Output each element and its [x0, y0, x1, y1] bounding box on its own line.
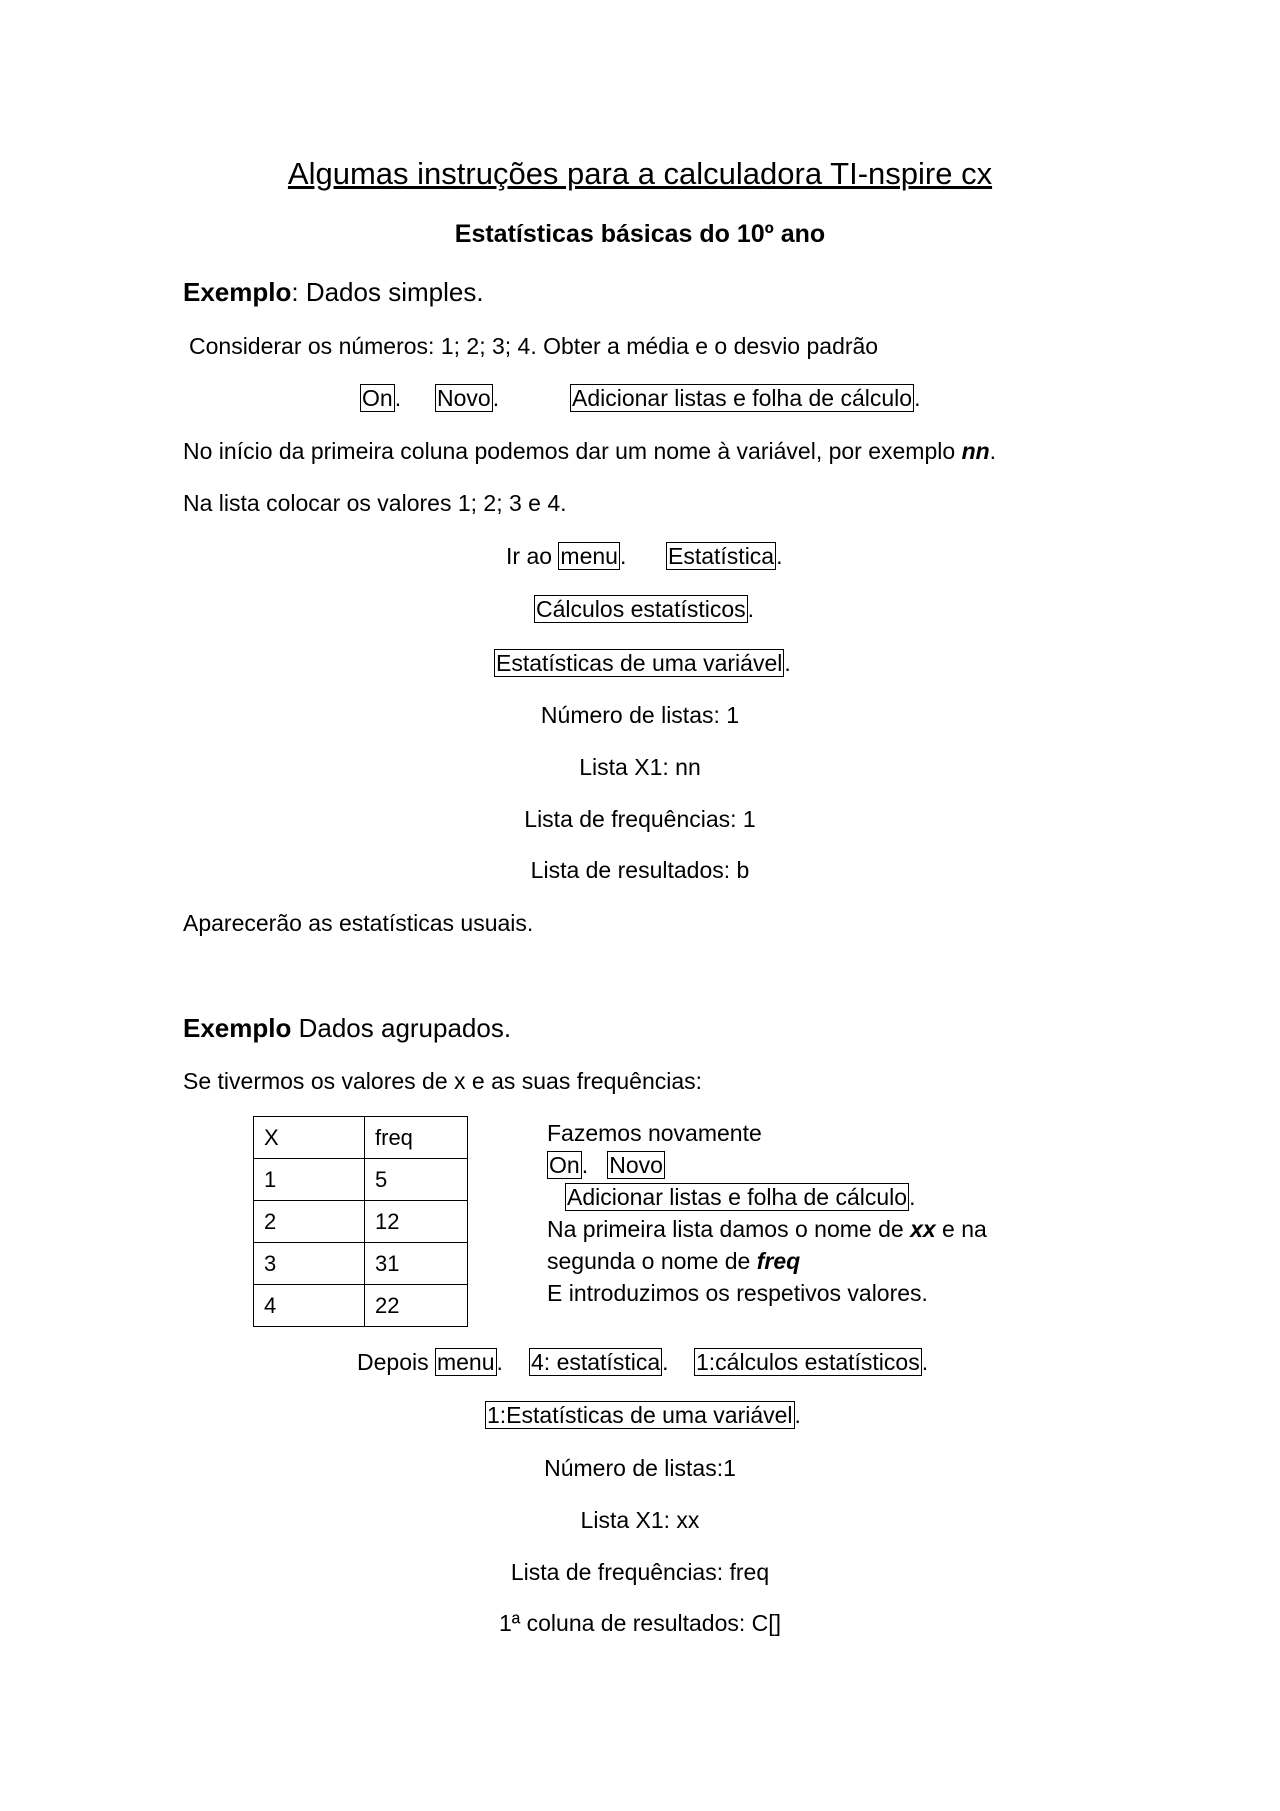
add-lists-key: Adicionar listas e folha de cálculo: [572, 385, 913, 411]
menu-key: menu: [436, 1349, 495, 1375]
side-name-after: e na: [935, 1216, 987, 1242]
table-row: [254, 1159, 468, 1201]
depois-prefix: Depois: [357, 1349, 435, 1375]
example1-onevar-line: Estatísticas de uma variável.: [496, 650, 791, 676]
example2-onevar-line: 1:Estatísticas de uma variável.: [487, 1402, 801, 1428]
menu-key: menu: [560, 543, 618, 569]
example1-heading-bold: Exemplo: [183, 277, 292, 307]
side-line-second: [547, 1245, 987, 1277]
example2-setting-lists: Número de listas:1: [544, 1455, 736, 1481]
side-name-before: Na primeira lista damos o nome de: [547, 1216, 911, 1242]
frequency-table: [253, 1116, 468, 1327]
novo-key: Novo: [609, 1152, 663, 1178]
side-line-add: Adicionar listas e folha de cálculo.: [567, 1184, 916, 1210]
var-nn: nn: [961, 438, 990, 464]
var-freq: freq: [756, 1248, 801, 1274]
table-header-row: [254, 1117, 468, 1159]
example1-calc-line: Cálculos estatísticos.: [536, 596, 755, 622]
example1-setting-freq: Lista de frequências: 1: [524, 806, 756, 832]
example2-heading-bold: Exemplo: [183, 1013, 292, 1043]
example2-setting-freq: Lista de frequências: freq: [510, 1559, 770, 1585]
stat-calc-key: Cálculos estatísticos: [536, 596, 746, 622]
example1-key-novo: Novo.: [437, 385, 500, 411]
side-line-keys: On. Novo: [549, 1152, 663, 1178]
one-var-stats-key: 1:Estatísticas de uma variável: [487, 1402, 793, 1428]
statistics-key: 4: estatística: [531, 1349, 661, 1375]
table-cell: 12: [365, 1201, 468, 1243]
example2-intro: Se tivermos os valores de x e as suas frequências:: [183, 1068, 703, 1094]
side-line-values: E introduzimos os respetivos valores.: [547, 1280, 928, 1306]
name-text-after: .: [989, 438, 997, 464]
table-row: [254, 1243, 468, 1285]
side-line-again: Fazemos novamente: [547, 1120, 762, 1146]
example1-setting-x1: Lista X1: nn: [579, 754, 701, 780]
example1-heading-rest: : Dados simples.: [291, 277, 484, 307]
example1-key-add: Adicionar listas e folha de cálculo.: [572, 385, 921, 411]
add-lists-key: Adicionar listas e folha de cálculo: [567, 1184, 908, 1210]
table-row: [254, 1201, 468, 1243]
table-cell: 2: [254, 1201, 365, 1243]
example1-name-text: [183, 438, 996, 466]
example1-heading: [183, 277, 484, 308]
example2-heading: [183, 1013, 511, 1044]
example2-heading-rest: Dados agrupados.: [291, 1013, 512, 1043]
example2-depois-line: Depois menu.: [357, 1349, 503, 1375]
side-line-name: [547, 1213, 987, 1245]
table-cell: 31: [365, 1243, 468, 1285]
example2-stat-line: 4: estatística.: [531, 1349, 669, 1375]
example2-calc-line: 1:cálculos estatísticos.: [696, 1349, 929, 1375]
example1-menu-line: Ir ao menu.: [506, 543, 627, 569]
example1-setting-lists: Número de listas: 1: [540, 702, 740, 728]
table-cell: 1: [254, 1159, 365, 1201]
name-text-before: No início da primeira coluna podemos dar um nome à variável, por exemplo: [183, 438, 962, 464]
table-header-cell: X: [254, 1117, 365, 1159]
table-cell: 22: [365, 1285, 468, 1327]
example2-side-instructions: [547, 1117, 987, 1309]
example2-setting-x1: Lista X1: xx: [580, 1507, 700, 1533]
page-title: Algumas instruções para a calculadora TI-nspire cx: [287, 156, 993, 191]
one-var-stats-key: Estatísticas de uma variável: [496, 650, 783, 676]
example1-stat-line: Estatística.: [668, 543, 783, 569]
table-header-cell: freq: [365, 1117, 468, 1159]
statistics-key: Estatística: [668, 543, 775, 569]
on-key: On: [549, 1152, 580, 1178]
example1-setting-results: Lista de resultados: b: [530, 857, 750, 883]
example1-result-text: Aparecerão as estatísticas usuais.: [183, 910, 534, 936]
table-cell: 4: [254, 1285, 365, 1327]
stat-calc-key: 1:cálculos estatísticos: [696, 1349, 920, 1375]
example1-consider-text: Considerar os números: 1; 2; 3; 4. Obter a média e o desvio padrão: [189, 333, 879, 359]
table-cell: 3: [254, 1243, 365, 1285]
var-xx: xx: [910, 1216, 936, 1242]
menu-prefix: Ir ao: [506, 543, 559, 569]
table-cell: 5: [365, 1159, 468, 1201]
example1-list-text: Na lista colocar os valores 1; 2; 3 e 4.: [183, 490, 567, 516]
side-second-before: segunda o nome de: [547, 1248, 757, 1274]
table-row: [254, 1285, 468, 1327]
on-key: On: [362, 385, 393, 411]
example1-key-on: On.: [362, 385, 402, 411]
page-subtitle: Estatísticas básicas do 10º ano: [454, 220, 826, 248]
novo-key: Novo: [437, 385, 491, 411]
example2-setting-results: 1ª coluna de resultados: C[]: [498, 1610, 782, 1636]
